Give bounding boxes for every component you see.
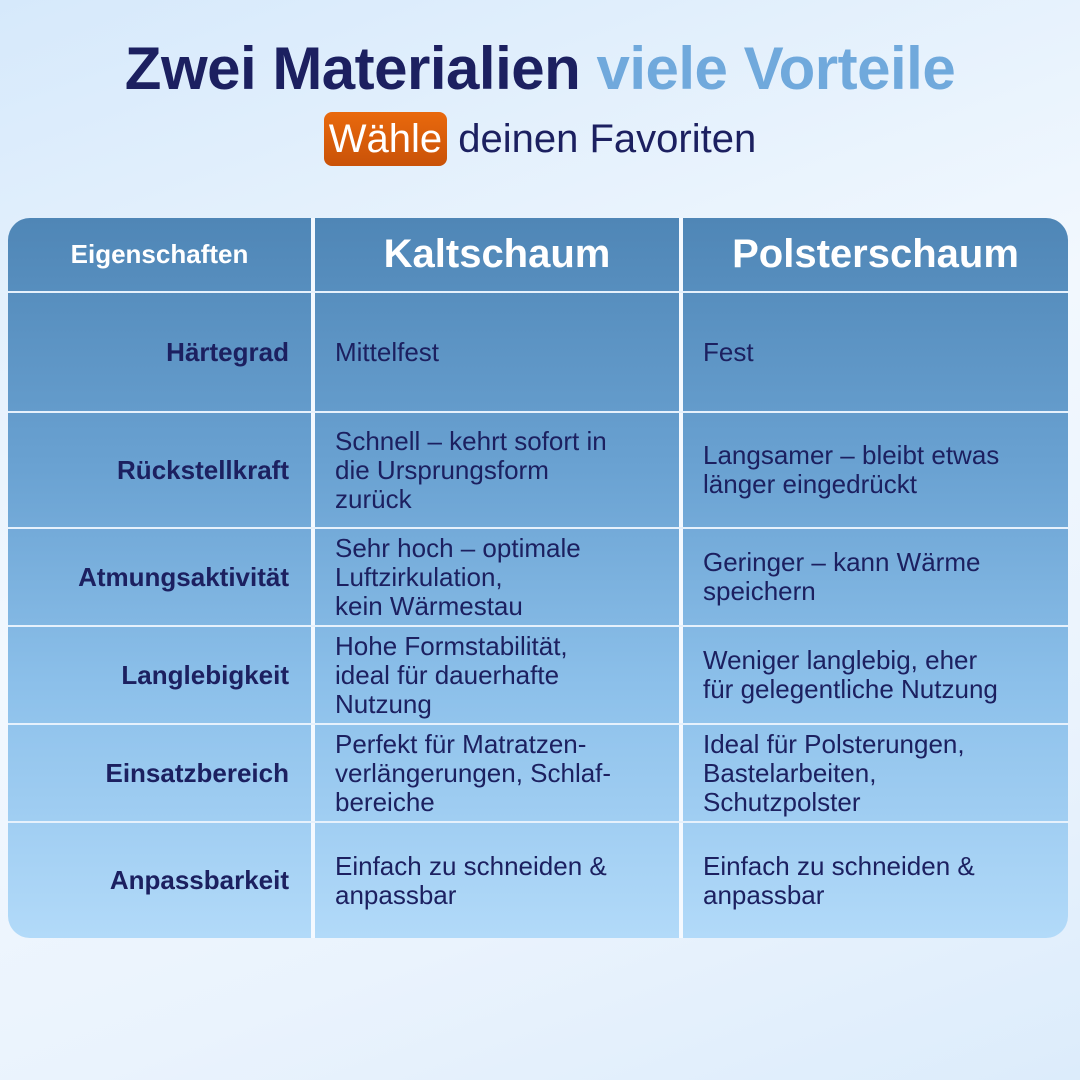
cell-polsterschaum: Langsamer – bleibt etwas länger eingedrückt — [703, 440, 1000, 499]
row-property-label: Härtegrad — [166, 336, 289, 367]
cell-polsterschaum: Ideal für Polsterungen, Bastelarbeiten, Schutzpolster — [703, 728, 965, 817]
subheadline — [0, 112, 1080, 166]
highlight-badge: Wähle — [324, 112, 447, 166]
row-property-label: Rückstellkraft — [117, 454, 289, 485]
row-property-label: Atmungsaktivität — [78, 561, 289, 592]
headline — [0, 34, 1080, 103]
cell-kaltschaum: Schnell – kehrt sofort in die Ursprungsform zurück — [335, 425, 607, 514]
headline-part1: Zwei Materialien — [124, 35, 581, 102]
header-kaltschaum: Kaltschaum — [383, 232, 611, 276]
cell-kaltschaum: Hohe Formstabilität, ideal für dauerhafte Nutzung — [335, 630, 568, 719]
cell-polsterschaum: Weniger langlebig, eher für gelegentliche Nutzung — [703, 645, 998, 704]
cell-kaltschaum: Einfach zu schneiden & anpassbar — [335, 850, 607, 910]
cell-kaltschaum: Sehr hoch – optimale Luftzirkulation, kein Wärmestau — [335, 532, 581, 621]
header-polsterschaum: Polsterschaum — [732, 232, 1019, 276]
header-eigenschaften: Eigenschaften — [70, 239, 249, 269]
row-property-label: Anpassbarkeit — [109, 865, 289, 895]
comparison-table — [8, 218, 1068, 938]
row-property-label: Langlebigkeit — [121, 659, 289, 690]
headline-part2: viele Vorteile — [596, 35, 956, 102]
row-property-label: Einsatzbereich — [105, 757, 289, 788]
cell-kaltschaum: Perfekt für Matratzen- verlängerungen, Schlaf- bereiche — [335, 728, 612, 817]
cell-polsterschaum: Einfach zu schneiden & anpassbar — [703, 850, 975, 910]
cell-polsterschaum: Geringer – kann Wärme speichern — [703, 547, 981, 606]
cell-kaltschaum: Mittelfest — [335, 336, 440, 367]
subheadline-text: deinen Favoriten — [458, 117, 757, 161]
cell-polsterschaum: Fest — [703, 336, 754, 367]
